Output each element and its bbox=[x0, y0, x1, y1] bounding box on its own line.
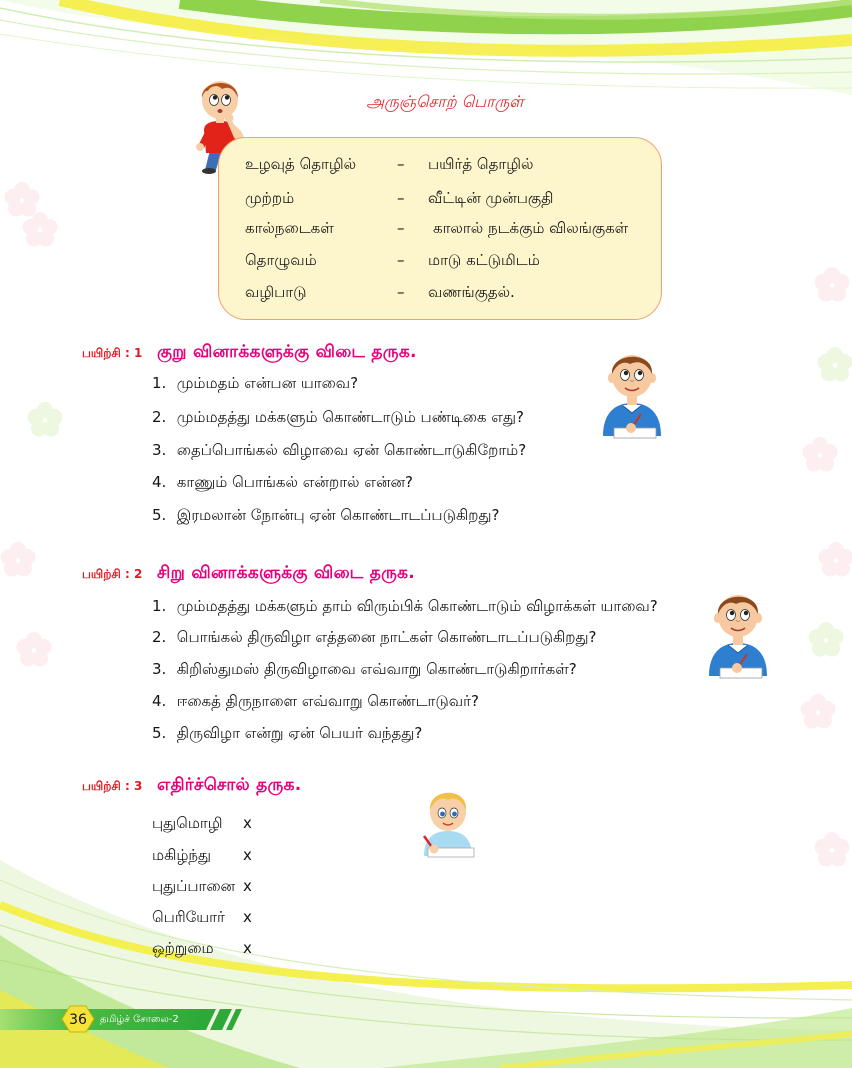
glossary-row bbox=[219, 187, 661, 209]
question-text: மும்மதத்து மக்களும் கொண்டாடும் பண்டிகை எது? bbox=[176, 408, 524, 426]
antonym-mark: x bbox=[243, 877, 252, 895]
glossary-meaning: காலால் நடக்கும் விலங்குகள் bbox=[433, 219, 629, 237]
glossary-dash: – bbox=[397, 251, 405, 269]
glossary-word: வழிபாடு bbox=[245, 283, 307, 301]
question-text: கிறிஸ்துமஸ் திருவிழாவை எவ்வாறு கொண்டாடுகிறார்கள்? bbox=[176, 660, 577, 678]
question-item bbox=[152, 372, 358, 394]
antonym-item bbox=[152, 906, 252, 928]
exercise-label: பயிற்சி : 2 bbox=[82, 567, 143, 581]
question-item bbox=[152, 595, 658, 617]
glossary-row bbox=[219, 217, 661, 239]
question-number: 5. bbox=[152, 724, 167, 742]
glossary-box bbox=[218, 137, 662, 320]
question-item bbox=[152, 690, 479, 712]
antonym-mark: x bbox=[243, 908, 252, 926]
exercise-title: எதிர்ச்சொல் தருக. bbox=[157, 775, 302, 795]
question-text: காணும் பொங்கல் என்றால் என்ன? bbox=[176, 473, 414, 491]
exercise-3-heading bbox=[82, 774, 302, 796]
question-item bbox=[152, 406, 524, 428]
glossary-dash: – bbox=[397, 155, 405, 173]
glossary-word: கால்நடைகள் bbox=[245, 219, 334, 237]
question-item bbox=[152, 439, 526, 461]
antonym-item bbox=[152, 937, 252, 959]
glossary-dash: – bbox=[397, 219, 405, 237]
antonym-mark: x bbox=[243, 814, 252, 832]
question-number: 1. bbox=[152, 374, 167, 392]
writing-child-icon bbox=[418, 786, 478, 858]
antonym-mark: x bbox=[243, 846, 252, 864]
question-item bbox=[152, 471, 413, 493]
exercise-title: சிறு வினாக்களுக்கு விடை தருக. bbox=[157, 563, 416, 583]
glossary-meaning: மாடு கட்டுமிடம் bbox=[428, 251, 540, 269]
writing-boy-icon bbox=[702, 588, 774, 680]
glossary-row bbox=[219, 249, 661, 271]
antonym-word: மகிழ்ந்து bbox=[152, 846, 212, 864]
question-item bbox=[152, 722, 422, 744]
glossary-word: தொழுவம் bbox=[245, 251, 317, 269]
glossary-row bbox=[219, 153, 661, 175]
question-item bbox=[152, 658, 577, 680]
question-number: 4. bbox=[152, 473, 167, 491]
question-text: ஈகைத் திருநாளை எவ்வாறு கொண்டாடுவர்? bbox=[176, 692, 479, 710]
glossary-dash: – bbox=[397, 283, 405, 301]
question-number: 2. bbox=[152, 408, 167, 426]
glossary-word: உழவுத் தொழில் bbox=[245, 155, 357, 173]
glossary-meaning: பயிர்த் தொழில் bbox=[428, 155, 534, 173]
antonym-item bbox=[152, 875, 252, 897]
question-text: இரமலான் நோன்பு ஏன் கொண்டாடப்படுகிறது? bbox=[176, 506, 500, 524]
question-text: மும்மதத்து மக்களும் தாம் விரும்பிக் கொண்டாடும் விழாக்கள் யாவை? bbox=[176, 597, 658, 615]
question-number: 4. bbox=[152, 692, 167, 710]
antonym-word: புதுப்பானை bbox=[152, 877, 236, 895]
question-number: 5. bbox=[152, 506, 167, 524]
antonym-word: பெரியோர் bbox=[152, 908, 225, 926]
antonym-word: ஒற்றுமை bbox=[152, 939, 214, 957]
page-number: 36 bbox=[69, 1012, 87, 1028]
question-item bbox=[152, 504, 499, 526]
glossary-meaning: வணங்குதல். bbox=[428, 283, 515, 301]
glossary-meaning: வீட்டின் முன்பகுதி bbox=[428, 189, 554, 207]
exercise-label: பயிற்சி : 1 bbox=[82, 346, 143, 360]
book-title: தமிழ்ச் சோலை-2 bbox=[100, 1014, 179, 1025]
glossary-dash: – bbox=[397, 189, 405, 207]
antonym-mark: x bbox=[243, 939, 252, 957]
antonym-item bbox=[152, 812, 252, 834]
writing-boy-icon bbox=[600, 348, 664, 440]
glossary-row bbox=[219, 281, 661, 303]
question-item bbox=[152, 626, 596, 648]
question-text: பொங்கல் திருவிழா எத்தனை நாட்கள் கொண்டாடப்படுகிறது? bbox=[176, 628, 597, 646]
question-number: 3. bbox=[152, 441, 167, 459]
question-number: 2. bbox=[152, 628, 167, 646]
exercise-1-heading bbox=[82, 341, 417, 363]
antonym-item bbox=[152, 844, 252, 866]
question-number: 1. bbox=[152, 597, 167, 615]
exercise-title: குறு வினாக்களுக்கு விடை தருக. bbox=[157, 342, 417, 362]
antonym-word: புதுமொழி bbox=[152, 814, 223, 832]
exercise-2-heading bbox=[82, 562, 415, 584]
question-number: 3. bbox=[152, 660, 167, 678]
glossary-word: முற்றம் bbox=[245, 189, 295, 207]
glossary-title: அருஞ்சொற் பொருள் bbox=[366, 92, 524, 111]
question-text: திருவிழா என்று ஏன் பெயர் வந்தது? bbox=[176, 724, 423, 742]
exercise-label: பயிற்சி : 3 bbox=[82, 779, 143, 793]
question-text: மும்மதம் என்பன யாவை? bbox=[176, 374, 359, 392]
question-text: தைப்பொங்கல் விழாவை ஏன் கொண்டாடுகிறோம்? bbox=[176, 441, 527, 459]
